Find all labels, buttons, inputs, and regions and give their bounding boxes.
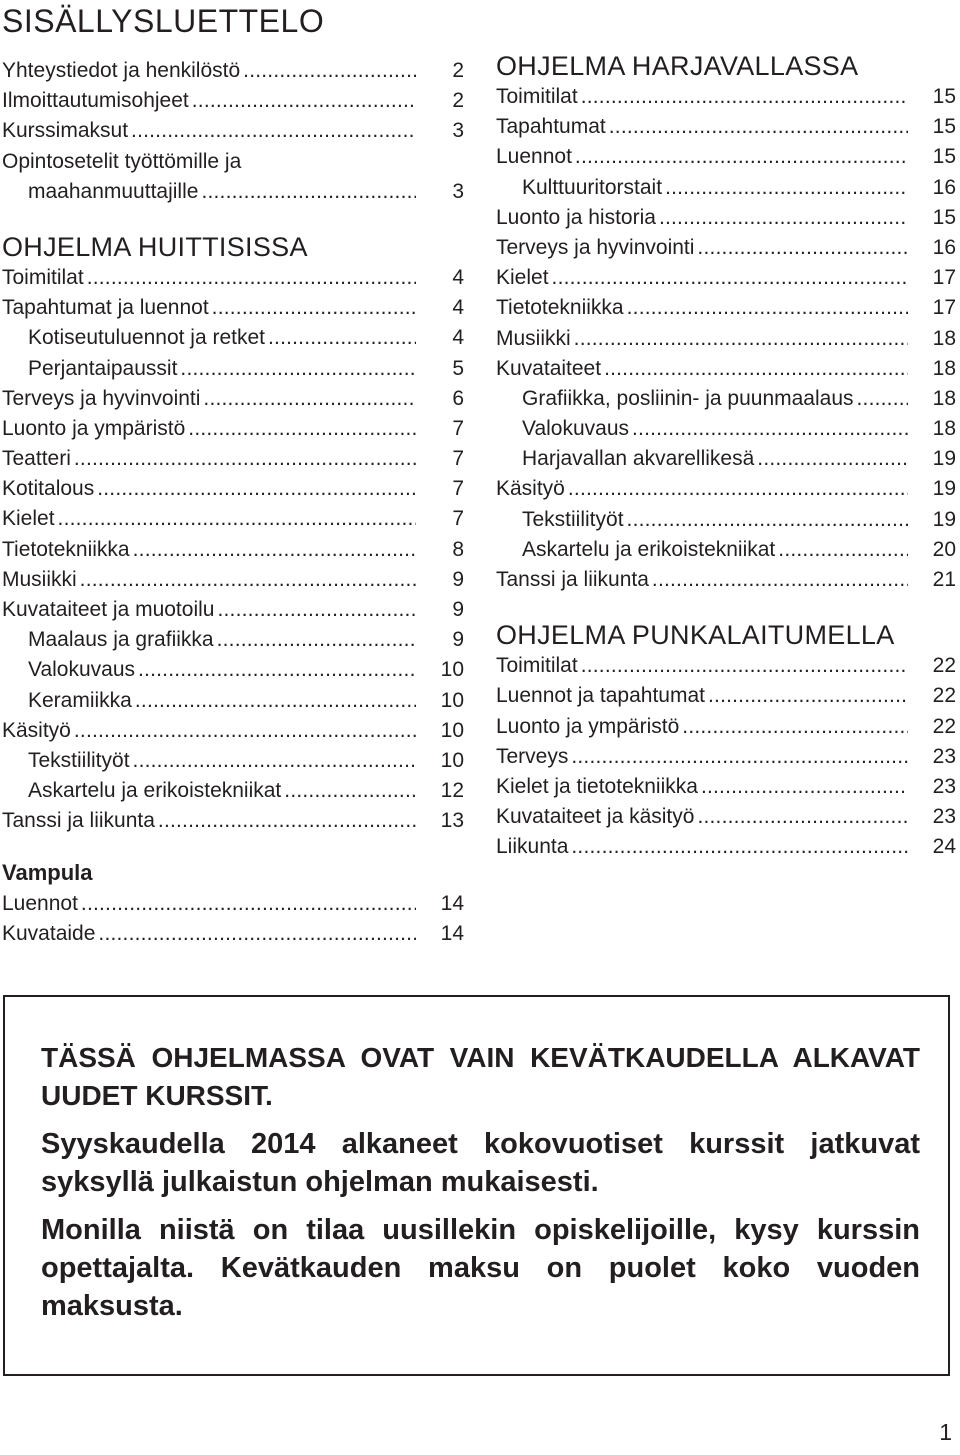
toc-entry[interactable]: [2, 686, 464, 716]
toc-entry-page: 13: [440, 809, 464, 833]
toc-entry-page: 15: [932, 115, 956, 139]
toc-entry-label: Terveys: [496, 744, 569, 768]
toc-entry-page: 17: [932, 266, 956, 290]
toc-entry-label: Valokuvaus: [28, 658, 136, 682]
toc-entry-page: 9: [452, 598, 464, 621]
toc-entry-label: Harjavallan akvarellikesä: [522, 447, 755, 471]
leader-dots: [131, 116, 416, 146]
toc-entry[interactable]: [2, 354, 464, 384]
toc-left-column: [2, 56, 464, 949]
toc-entry[interactable]: [2, 889, 464, 919]
toc-entry[interactable]: [496, 712, 956, 742]
toc-entry-page: 10: [440, 748, 464, 772]
toc-entry-page: 12: [440, 779, 464, 803]
toc-entry[interactable]: [2, 86, 464, 116]
toc-entry-page: 5: [452, 356, 464, 380]
toc-entry-page: 19: [932, 477, 956, 501]
leader-dots: [203, 384, 416, 414]
toc-entry-label: Tietotekniikka: [496, 296, 624, 320]
toc-entry-label: Tietotekniikka: [2, 537, 130, 561]
leader-dots: [697, 802, 908, 832]
toc-entry[interactable]: [496, 293, 956, 323]
toc-entry[interactable]: [2, 293, 464, 323]
toc-entry[interactable]: [2, 384, 464, 414]
toc-entry-page: 2: [452, 59, 464, 82]
leader-dots: [778, 535, 908, 565]
toc-entry[interactable]: [496, 505, 956, 535]
section-title-harjavalta: OHJELMA HARJAVALLASSA: [496, 51, 859, 81]
toc-entry[interactable]: [496, 354, 956, 384]
toc-entry[interactable]: [496, 772, 956, 802]
toc-entry[interactable]: [496, 203, 956, 233]
toc-entry-page: 14: [440, 921, 464, 945]
notice-heading: TÄSSÄ OHJELMASSA OVAT VAIN KEVÄTKAUDELLA ALKAVAT UUDET KURSSIT.: [41, 1042, 920, 1111]
toc-entry-page: 23: [932, 744, 956, 768]
toc-entry-page: 18: [932, 417, 956, 441]
leader-dots: [212, 293, 416, 323]
notice-box: [3, 995, 950, 1376]
toc-entry-label: Tanssi ja liikunta: [2, 809, 155, 833]
toc-entry-label: Käsityö: [2, 718, 71, 742]
toc-entry[interactable]: [2, 414, 464, 444]
leader-dots: [708, 681, 908, 711]
toc-entry-label: Kotitalous: [2, 477, 95, 501]
toc-entry[interactable]: [496, 384, 956, 414]
section-title-vampula: Vampula: [2, 859, 93, 885]
toc-entry-page: 23: [932, 805, 956, 829]
toc-entry-label: Ilmoittautumisohjeet: [2, 89, 189, 113]
leader-dots: [574, 324, 908, 354]
leader-dots: [571, 742, 908, 772]
toc-entry[interactable]: [2, 625, 464, 655]
toc-entry-label: Keramiikka: [28, 688, 132, 712]
toc-entry[interactable]: [496, 263, 956, 293]
toc-entry-label: Kielet ja tietotekniikka: [496, 774, 698, 798]
section-title-punkalaidun: OHJELMA PUNKALAITUMELLA: [496, 620, 895, 651]
toc-entry[interactable]: [2, 919, 464, 949]
leader-dots: [135, 686, 416, 716]
toc-entry-label: Yhteystiedot ja henkilöstö: [2, 59, 241, 82]
toc-entry[interactable]: [496, 565, 956, 595]
toc-entry-label: maahanmuuttajille: [28, 179, 199, 203]
leader-dots: [697, 233, 908, 263]
leader-dots: [133, 746, 416, 776]
toc-entry-page: 4: [452, 326, 464, 350]
toc-entry-page: 7: [452, 507, 464, 531]
toc-entry-page: 3: [452, 119, 464, 143]
toc-entry-label: Opintosetelit työttömille ja: [2, 149, 242, 173]
toc-entry-page: 22: [932, 654, 956, 678]
toc-entry-page: 4: [452, 265, 464, 289]
toc-entry-label: Teatteri: [2, 447, 71, 471]
leader-dots: [74, 716, 416, 746]
toc-entry-label: Valokuvaus: [522, 417, 630, 441]
toc-entry[interactable]: [2, 655, 464, 685]
toc-entry[interactable]: [2, 565, 464, 595]
toc-entry-label: Luennot: [496, 145, 572, 169]
toc-entry[interactable]: [496, 173, 956, 203]
toc-entry[interactable]: [2, 746, 464, 776]
leader-dots: [217, 625, 416, 655]
toc-entry-label: Kotiseutuluennot ja retket: [28, 326, 265, 350]
toc-entry-page: 9: [452, 567, 464, 591]
toc-entry-page: 18: [932, 356, 956, 380]
toc-entry-label: Kulttuuritorstait: [522, 175, 663, 199]
toc-entry-page: 20: [932, 537, 956, 561]
leader-dots: [138, 655, 416, 685]
toc-entry[interactable]: [2, 444, 464, 474]
toc-entry-page: 22: [932, 714, 956, 738]
leader-dots: [217, 595, 416, 625]
toc-entry-label: Terveys ja hyvinvointi: [496, 235, 695, 259]
toc-entry-label: Kurssimaksut: [2, 119, 129, 143]
toc-entry-label: Askartelu ja erikoistekniikat: [522, 537, 776, 561]
leader-dots: [632, 414, 908, 444]
leader-dots: [757, 444, 908, 474]
toc-entry[interactable]: [2, 535, 464, 565]
toc-entry-page: 4: [452, 296, 464, 320]
section-title-huittinen: OHJELMA HUITTISISSA: [2, 231, 308, 262]
toc-entry-label: Terveys ja hyvinvointi: [2, 386, 201, 410]
toc-entry-label: Toimitilat: [496, 654, 578, 678]
toc-entry-page: 10: [440, 718, 464, 742]
leader-dots: [581, 82, 908, 112]
leader-dots: [97, 474, 416, 504]
toc-entry[interactable]: [2, 323, 464, 353]
toc-entry-page: 23: [932, 774, 956, 798]
leader-dots: [659, 203, 908, 233]
leader-dots: [571, 832, 908, 862]
toc-entry[interactable]: [496, 142, 956, 172]
toc-entry-label: Tapahtumat: [496, 115, 606, 139]
leader-dots: [243, 56, 416, 86]
leader-dots: [609, 112, 908, 142]
leader-dots: [192, 86, 416, 116]
toc-entry-label: Luennot: [2, 891, 78, 915]
toc-entry-page: 3: [452, 179, 464, 203]
leader-dots: [652, 565, 908, 595]
toc-entry-label: Liikunta: [496, 835, 569, 859]
leader-dots: [627, 505, 908, 535]
leader-dots: [58, 504, 416, 534]
toc-entry-label: Grafiikka, posliinin- ja puunmaalaus: [522, 386, 854, 410]
toc-entry-label: Käsityö: [496, 477, 565, 501]
toc-entry-label: Kuvataide: [2, 921, 96, 945]
toc-entry-page: 24: [932, 835, 956, 859]
leader-dots: [81, 889, 416, 919]
toc-entry-page: 18: [932, 326, 956, 350]
leader-dots: [568, 474, 908, 504]
leader-dots: [665, 173, 908, 203]
toc-entry-page: 10: [440, 658, 464, 682]
toc-entry-page: 15: [932, 205, 956, 229]
leader-dots: [268, 323, 416, 353]
leader-dots: [98, 919, 416, 949]
toc-entry-label: Kuvataiteet: [496, 356, 602, 380]
notice-paragraph: Monilla niistä on tilaa uusillekin opiskelijoille, kysy kurssin opettajalta. Kevätkauden maksu on puolet koko vuoden maksusta.: [41, 1214, 920, 1322]
toc-entry-label: Luonto ja historia: [496, 205, 656, 229]
toc-entry[interactable]: [2, 263, 464, 293]
toc-entry[interactable]: [2, 147, 464, 177]
toc-entry-label: Tapahtumat ja luennot: [2, 296, 209, 320]
toc-entry-page: 7: [452, 447, 464, 471]
toc-entry[interactable]: [2, 504, 464, 534]
toc-entry-label: Kielet: [496, 266, 549, 290]
toc-entry-label: Luennot ja tapahtumat: [496, 684, 705, 708]
leader-dots: [74, 444, 416, 474]
toc-entry-page: 7: [452, 416, 464, 440]
toc-entry-page: 18: [932, 386, 956, 410]
toc-entry[interactable]: [2, 806, 464, 836]
toc-entry-label: Toimitilat: [2, 265, 84, 289]
toc-entry[interactable]: [496, 324, 956, 354]
toc-entry-page: 6: [452, 386, 464, 410]
notice-paragraph: Syyskaudella 2014 alkaneet kokovuotiset kurssit jatkuvat syksyllä julkaistun ohjelman mukaisesti.: [41, 1128, 920, 1198]
toc-entry[interactable]: [496, 832, 956, 862]
toc-entry[interactable]: [2, 595, 464, 625]
toc-entry-page: 22: [932, 684, 956, 708]
toc-entry-page: 10: [440, 688, 464, 712]
toc-entry[interactable]: [496, 474, 956, 504]
toc-entry-label: Luonto ja ympäristö: [2, 416, 186, 440]
toc-entry[interactable]: [2, 474, 464, 504]
toc-entry-page: 8: [452, 537, 464, 561]
leader-dots: [158, 806, 416, 836]
toc-entry[interactable]: [496, 681, 956, 711]
toc-entry-page: 15: [932, 85, 956, 108]
toc-entry-label: Musiikki: [2, 567, 77, 591]
leader-dots: [857, 384, 909, 414]
toc-entry[interactable]: [2, 56, 464, 86]
toc-entry[interactable]: [2, 776, 464, 806]
leader-dots: [201, 177, 416, 207]
toc-entry-label: Toimitilat: [496, 85, 578, 108]
toc-entry-page: 17: [932, 296, 956, 320]
toc-entry-page: 9: [452, 628, 464, 652]
toc-entry[interactable]: [496, 444, 956, 474]
leader-dots: [87, 263, 416, 293]
leader-dots: [133, 535, 416, 565]
leader-dots: [701, 772, 908, 802]
toc-entry[interactable]: [496, 233, 956, 263]
toc-entry-label: Musiikki: [496, 326, 571, 350]
leader-dots: [604, 354, 908, 384]
toc-title: SISÄLLYSLUETTELO: [2, 3, 325, 39]
leader-dots: [552, 263, 908, 293]
toc-entry[interactable]: [496, 802, 956, 832]
leader-dots: [581, 651, 908, 681]
toc-right-column: [496, 50, 956, 863]
toc-entry-page: 16: [932, 235, 956, 259]
toc-entry-label: Tekstiilityöt: [28, 748, 130, 772]
leader-dots: [682, 712, 908, 742]
toc-entry[interactable]: [2, 177, 464, 207]
toc-entry-label: Kuvataiteet ja muotoilu: [2, 598, 215, 621]
toc-entry-label: Kielet: [2, 507, 55, 531]
toc-entry-label: Askartelu ja erikoistekniikat: [28, 779, 282, 803]
toc-entry-label: Kuvataiteet ja käsityö: [496, 805, 695, 829]
leader-dots: [180, 354, 416, 384]
toc-entry-page: 15: [932, 145, 956, 169]
toc-entry[interactable]: [496, 414, 956, 444]
leader-dots: [575, 142, 908, 172]
toc-entry[interactable]: [2, 116, 464, 146]
toc-entry-page: 16: [932, 175, 956, 199]
toc-entry-label: Tanssi ja liikunta: [496, 568, 649, 591]
leader-dots: [188, 414, 416, 444]
toc-entry-page: 2: [452, 89, 464, 113]
toc-entry[interactable]: [496, 742, 956, 772]
toc-entry-label: Tekstiilityöt: [522, 507, 624, 531]
toc-entry-page: 7: [452, 477, 464, 501]
page-number: 1: [939, 1419, 952, 1445]
toc-entry[interactable]: [2, 716, 464, 746]
toc-entry-page: 21: [932, 568, 956, 591]
leader-dots: [627, 293, 908, 323]
toc-entry[interactable]: [496, 112, 956, 142]
toc-entry-page: 14: [440, 891, 464, 915]
leader-dots: [80, 565, 416, 595]
leader-dots: [284, 776, 416, 806]
toc-entry-page: 19: [932, 507, 956, 531]
toc-entry-page: 19: [932, 447, 956, 471]
toc-entry[interactable]: [496, 82, 956, 112]
toc-entry[interactable]: [496, 535, 956, 565]
toc-entry[interactable]: [496, 651, 956, 681]
toc-entry-label: Maalaus ja grafiikka: [28, 628, 214, 652]
toc-entry-label: Luonto ja ympäristö: [496, 714, 680, 738]
toc-entry-label: Perjantaipaussit: [28, 356, 178, 380]
